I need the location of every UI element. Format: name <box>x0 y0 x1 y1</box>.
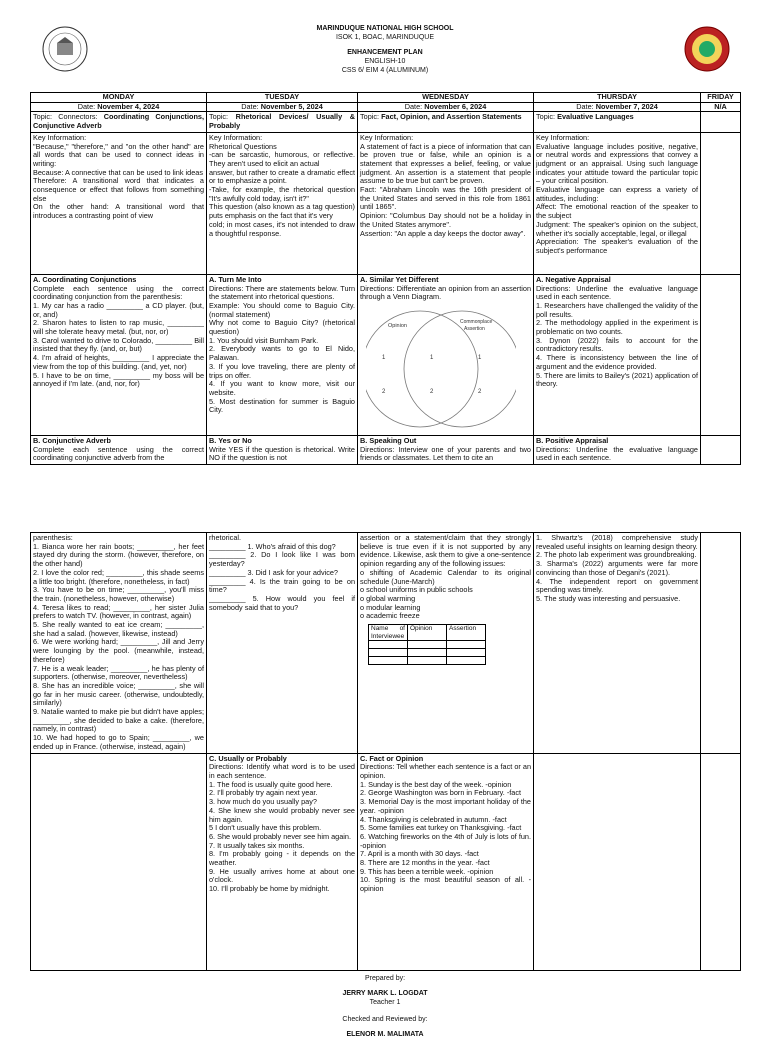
date-prefix: Date: <box>77 102 98 111</box>
interview-header-row <box>369 625 486 641</box>
activity-a-line: 3. Dynon (2022) fails to account for the contradictory results. <box>536 335 698 354</box>
activity-title: B. Conjunctive Adverb <box>33 435 111 445</box>
activity-a-line: 2. Sharon hates to listen to rap music, _________ will she tolerate heavy metal. (but, nor, or) <box>33 318 204 337</box>
date-prefix: Date: <box>404 102 425 111</box>
activity-b-line: Write YES if the question is rhetorical. Write NO if the question is not <box>209 444 355 463</box>
school-address: ISOK 1, BOAC, MARINDUQUE <box>335 34 435 41</box>
key-info-line: Opinion: "Columbus Day should not be a holiday in the United States anymore". <box>360 211 531 229</box>
date-value: November 4, 2024 <box>97 102 160 111</box>
topic-cell <box>358 112 534 132</box>
interview-blank-cell[interactable] <box>408 649 447 657</box>
key-info-label: Key Information: <box>209 132 263 142</box>
continued-line: 10. We had hoped to go to Spain; _________, we ended up in France. (otherwise, instead, again) <box>33 733 204 751</box>
checked-label: Checked and Reviewed by: <box>342 1015 428 1023</box>
activity-a-line: Complete each sentence using the correct coordinating conjunction from the parenthesis: <box>33 283 204 302</box>
key-info-line: -Take, for example, the rhetorical question "It's awfully cold today, isn't it?" <box>209 185 355 203</box>
activity-b-row <box>31 435 741 464</box>
activity-a-lines <box>33 285 204 389</box>
activity-title: C. Usually or Probably <box>209 753 287 763</box>
activity-a-line: 5. There are limits to Bailey's (2021) application of theory. <box>536 370 698 389</box>
interview-header: Opinion <box>408 625 447 641</box>
activity-c-lines <box>209 763 355 894</box>
activity-a-line: 1. My car has a radio _________ a CD player. (but, or, and) <box>33 300 204 319</box>
venn-label-commonplace: Commonplace <box>460 318 493 325</box>
key-info-cell <box>358 132 534 274</box>
activity-c-lines <box>360 763 531 894</box>
empty-cell <box>701 112 741 132</box>
continued-line: _________ 2. Do I look like I was born yesterday? <box>209 550 355 569</box>
key-info-line: Judgment: The speaker's opinion on the subject, whether it's socially acceptable, legal, or illegal <box>536 219 698 238</box>
topic-cell <box>207 112 358 132</box>
activity-b-cell <box>31 435 207 464</box>
venn-left-circle <box>366 311 478 427</box>
date-value: N/A <box>714 102 727 111</box>
key-info-label: Key Information: <box>360 132 414 142</box>
activity-a-line: 1. You should visit Burnham Park. <box>209 335 319 345</box>
interview-blank-row <box>369 657 486 665</box>
continued-line: 1. Shwartz's (2018) comprehensive study revealed useful insights on learning design theory. <box>536 533 698 551</box>
day-header-row <box>31 93 741 103</box>
key-info-line: Assertion: "An apple a day keeps the doctor away". <box>360 228 526 238</box>
activity-c-line: 8. There are 12 months in the year. -fact <box>360 858 490 868</box>
activity-c-cell <box>534 753 701 970</box>
day-header: WEDNESDAY <box>358 93 534 103</box>
venn-number: 1 <box>382 354 386 361</box>
activity-a-line: 4. I'm afraid of heights, _________ I appreciate the view from the top of this building. (and, yet, nor) <box>33 353 204 371</box>
plan-table-continued <box>30 532 741 971</box>
activity-a-line: 2. Everybody wants to go to El Nido, Palawan. <box>209 344 355 363</box>
activity-c-line: 4. She knew she would probably never see him again. <box>209 805 355 824</box>
date-prefix: Date: <box>241 102 261 111</box>
continued-line: 9. Natalie wanted to make pie but didn't have apples; _________, she decided to bake a cake. (therefore, namely, in contrast) <box>33 707 204 734</box>
continued-line: o academic freeze <box>360 611 420 621</box>
date-cell <box>31 102 207 112</box>
date-value: November 5, 2024 <box>260 102 323 111</box>
activity-b-lines <box>360 446 531 463</box>
date-value: November 6, 2024 <box>424 102 487 111</box>
activity-a-row <box>31 274 741 435</box>
continued-row <box>31 533 741 754</box>
interview-blank-row <box>369 641 486 649</box>
continued-line: _________ 5. How would you feel if somebody said that to you? <box>209 593 355 612</box>
activity-b-lines <box>33 446 204 463</box>
activity-b-line: Directions: Interview one of your parents and two friends or classmates. Let them to cite an <box>360 444 531 463</box>
activity-a-line: Directions: Differentiate an opinion from an assertion through a Venn Diagram. <box>360 283 531 302</box>
activity-title: B. Yes or No <box>209 435 252 445</box>
activity-a-lines <box>360 285 531 302</box>
key-info-lines <box>209 143 355 239</box>
activity-title: A. Coordinating Conjunctions <box>33 274 137 284</box>
activity-a-line: Why not come to Baguio City? (rhetorical question) <box>209 318 355 337</box>
topic-title: Coordinating Conjunctions, Conjunctive Adverb <box>33 112 204 131</box>
continued-lines <box>536 534 698 604</box>
activity-title: A. Similar Yet Different <box>360 274 439 284</box>
activity-a-line: 5. Most destination for summer is Baguio City. <box>209 396 355 415</box>
activity-c-line: 6. Watching fireworks on the 4th of July is lots of fun. -opinion <box>360 831 531 850</box>
signature-block <box>30 974 740 1039</box>
continued-cell <box>534 533 701 754</box>
school-name: MARINDUQUE NATIONAL HIGH SCHOOL <box>316 25 454 32</box>
continued-line: 3. You have to be on time; _________, you'll miss the train. (nonetheless, however, otherwise) <box>33 585 204 603</box>
activity-b-cell <box>534 435 701 464</box>
deped-seal-icon <box>42 26 88 72</box>
activity-title: B. Positive Appraisal <box>536 435 609 445</box>
document-header <box>30 24 740 92</box>
activity-a-line: Example: You should come to Baguio City. (normal statement) <box>209 300 355 319</box>
empty-cell <box>701 435 741 464</box>
empty-cell <box>701 132 741 274</box>
continued-cell <box>358 533 534 754</box>
continued-line: o school uniforms in public schools <box>360 585 473 595</box>
key-info-lines <box>536 143 698 256</box>
activity-c-line: 4. Thanksgiving is celebrated in autumn. -fact <box>360 814 507 824</box>
page-1 <box>30 24 740 500</box>
activity-c-row <box>31 753 741 970</box>
activity-title: B. Speaking Out <box>360 435 417 445</box>
date-cell <box>701 102 741 112</box>
activity-c-line: 3. how much do you usually pay? <box>209 797 317 807</box>
activity-a-line: 2. The methodology applied in the experiment is problematic on two counts. <box>536 318 698 337</box>
activity-a-cell <box>207 274 358 435</box>
date-value: November 7, 2024 <box>595 102 658 111</box>
topic-cell <box>31 112 207 132</box>
activity-c-line: 9. He usually arrives home at about one o'clock. <box>209 866 355 885</box>
key-info-line: Evaluative language includes positive, negative, or neutral words and expressions that convey a judgment or an appraisal. Using such language indicates your attitude toward the particular topic – your critical position. <box>536 141 698 186</box>
day-header: THURSDAY <box>534 93 701 103</box>
activity-a-cell <box>31 274 207 435</box>
continued-cell <box>31 533 207 754</box>
activity-b-line: Directions: Underline the evaluative language used in each sentence. <box>536 444 698 463</box>
prepared-label: Prepared by: <box>364 974 406 982</box>
interview-blank-cell[interactable] <box>408 641 447 649</box>
plan-table <box>30 92 741 465</box>
interview-blank-cell[interactable] <box>447 641 486 649</box>
continued-line: 7. He is a weak leader; _________, he has plenty of supporters. (otherwise, moreover, nevertheless) <box>33 663 204 682</box>
key-info-line: -can be sarcastic, humorous, or reflective. They aren't used to elicit an actual <box>209 150 355 168</box>
activity-c-line: 2. George Washington was born in February. -fact <box>360 788 522 798</box>
continued-line: 6. We were working hard; _________, Jill and Jerry were lounging by the pool. (meanwhile, instead, therefore) <box>33 637 204 664</box>
empty-cell <box>701 753 741 970</box>
key-info-cell <box>207 132 358 274</box>
continued-lines <box>209 534 355 612</box>
teacher-name: JERRY MARK L. LOGDAT <box>342 989 428 997</box>
topic-row <box>31 112 741 132</box>
date-cell <box>358 102 534 112</box>
key-info-line: cold; in most cases, it's not intended to draw a thoughtful response. <box>209 219 355 238</box>
key-info-line: Evaluative language can express a variety of attitudes, including: <box>536 185 698 203</box>
date-cell <box>534 102 701 112</box>
reviewer-name: ELENOR M. MALIMATA <box>346 1030 424 1038</box>
activity-title: C. Fact or Opinion <box>360 753 424 763</box>
activity-c-cell <box>207 753 358 970</box>
activity-b-lines <box>209 446 355 463</box>
activity-a-line: Directions: Underline the evaluative language used in each sentence. <box>536 283 698 302</box>
topic-prefix: Topic: <box>360 112 382 122</box>
activity-a-line: 4. There is inconsistency between the line of argument and the evidence provided. <box>536 353 698 371</box>
activity-c-line: 6. She would probably never see him again. <box>209 831 351 841</box>
venn-right-circle <box>404 311 516 427</box>
activity-a-line: Directions: There are statements below. Turn the statement into rhetorical questions. <box>209 283 355 302</box>
activity-c-line: 10. I'll probably be home by midnight. <box>209 884 330 894</box>
key-info-cell <box>31 132 207 274</box>
continued-line: 2. I love the color red; _________, this shade seems a little too bright. (therefore, nonetheless, in fact) <box>33 567 204 586</box>
continued-line: 5. She really wanted to eat ice cream; _________, she had a salad. (however, likewise, instead) <box>33 620 204 638</box>
activity-c-line: 10. Spring is the most beautiful season of all. -opinion <box>360 875 531 894</box>
key-info-line: Therefore: A transitional word that indicates a consequence or effect that follows from something else <box>33 176 204 203</box>
activity-c-line: Directions: Identify what word is to be used in each sentence. <box>209 762 355 780</box>
topic-title: Rhetorical Devices/ Usually & Probably <box>209 112 355 131</box>
activity-c-cell <box>31 753 207 970</box>
activity-c-cell <box>358 753 534 970</box>
interview-blank-cell[interactable] <box>408 657 447 665</box>
continued-cell <box>207 533 358 754</box>
day-header: MONDAY <box>31 93 207 103</box>
key-info-line: This question (also known as a tag question) puts emphasis on the fact that it's very <box>209 202 355 221</box>
key-info-line: "Because," "therefore," and "on the other hand" are all words that can be used to connect ideas in writing: <box>33 141 204 168</box>
key-info-label: Key Information: <box>33 132 87 142</box>
activity-title: A. Negative Appraisal <box>536 274 611 284</box>
key-info-line: On the other hand: A transitional word that introduces a contrasting point of view <box>33 202 204 221</box>
key-info-row <box>31 132 741 274</box>
venn-number: 2 <box>430 388 434 395</box>
interview-blank-cell[interactable] <box>369 657 408 665</box>
interview-header: Assertion <box>447 625 486 641</box>
continued-line: o global warming <box>360 593 416 603</box>
activity-c-line: 1. The food is usually quite good here. <box>209 779 333 789</box>
activity-title: A. Turn Me Into <box>209 274 262 284</box>
topic-title: Fact, Opinion, and Assertion Statements <box>381 112 522 122</box>
continued-line: 2. The photo lab experiment was groundbreaking. <box>536 550 697 560</box>
interview-blank-cell[interactable] <box>369 641 408 649</box>
key-info-lines <box>33 143 204 221</box>
empty-cell <box>701 274 741 435</box>
activity-a-line: 5. I have to be on time, _________ my boss will be annoyed if I'm late. (and, nor, for) <box>33 370 204 389</box>
activity-c-line: Directions: Tell whether each sentence is a fact or an opinion. <box>360 762 531 780</box>
activity-c-line: 2. I'll probably try again next year. <box>209 788 318 798</box>
section: CSS 6/ EIM 4 (ALUMINUM) <box>341 67 429 74</box>
activity-b-cell <box>358 435 534 464</box>
activity-c-line: 9. This has been a terrible week. -opinion <box>360 866 494 876</box>
interview-table <box>368 624 486 665</box>
topic-prefix: Topic: Connectors: <box>33 112 104 122</box>
key-info-line: Fact: "Abraham Lincoln was the 16th president of the United States and served in this role from 1861 until 1865". <box>360 185 531 212</box>
venn-number: 1 <box>430 354 434 361</box>
continued-line: assertion or a statement/claim that they strongly believe is true even if it is not supported by any evidence. Likewise, ask them to give a one-sentence opinion regarding any of the following issues: <box>360 533 531 569</box>
activity-c-line: 7. It usually takes six months. <box>209 840 305 850</box>
continued-line: 4. The independent report on government spending was timely. <box>536 576 698 595</box>
interview-header: Name of Interviewee <box>369 625 408 641</box>
plan-title: ENHANCEMENT PLAN <box>347 49 423 56</box>
activity-a-cell <box>358 274 534 435</box>
activity-a-cell <box>534 274 701 435</box>
activity-b-lines <box>536 446 698 463</box>
activity-a-line: 3. Carol wanted to drive to Colorado, _________ Bill insisted that they fly. (and, or, but) <box>33 335 204 354</box>
activity-a-lines <box>209 285 355 416</box>
activity-b-cell <box>207 435 358 464</box>
topic-cell <box>534 112 701 132</box>
continued-line: 1. Bianca wore her rain boots; _________, her feet stayed dry during the storm. (however, therefore, on the other hand) <box>33 541 204 569</box>
topic-title: Evaluative Languages <box>557 112 634 122</box>
empty-cell <box>701 533 741 754</box>
activity-b-line: Complete each sentence using the correct coordinating conjunctive adverb from the <box>33 444 204 463</box>
key-info-label: Key Information: <box>536 132 590 142</box>
activity-c-line: 3. Memorial Day is the most important holiday of the year. -opinion <box>360 797 531 815</box>
continued-lines <box>33 534 204 752</box>
activity-c-line: 8. I'm probably going - it depends on the weather. <box>209 849 355 868</box>
continued-line: o shifting of Academic Calendar to its original schedule (June-March) <box>360 567 531 586</box>
venn-number: 2 <box>382 388 386 395</box>
continued-line: 5. The study was interesting and persuasive. <box>536 593 681 603</box>
date-prefix: Date: <box>576 102 596 111</box>
teacher-role: Teacher 1 <box>369 998 401 1006</box>
venn-number: 1 <box>478 354 482 361</box>
topic-prefix: Topic: <box>209 112 236 122</box>
continued-line: _________ 3. Did I ask for your advice? <box>209 567 338 577</box>
key-info-line: Because: A connective that can be used to link ideas <box>33 167 203 177</box>
activity-a-line: 1. Researchers have challenged the validity of the poll results. <box>536 300 698 319</box>
key-info-line: Appreciation: The speaker's evaluation of the subject's performance <box>536 237 698 255</box>
venn-label-assertion: Assertion <box>464 325 485 332</box>
continued-line: rhetorical. <box>209 533 242 542</box>
date-cell <box>207 102 358 112</box>
topic-prefix: Topic: <box>536 112 558 122</box>
activity-a-line: 4. If you want to know more, visit our website. <box>209 379 355 397</box>
activity-c-line: 1. Sunday is the best day of the week. -opinion <box>360 779 512 789</box>
key-info-line: answer, but rather to create a dramatic effect or to emphasize a point. <box>209 167 355 186</box>
venn-label-opinion: Opinion <box>388 322 407 329</box>
key-info-line: A statement of fact is a piece of information that can be proven true or false, while an opinion is a statement that expresses a belief, feeling, or value judgment. An assertion is a statement that people assume to be true but can't be proven. <box>360 141 531 186</box>
continued-line: parenthesis: <box>33 533 73 542</box>
page-2 <box>30 532 740 1038</box>
venn-number: 2 <box>478 388 482 395</box>
continued-lines <box>360 534 531 621</box>
continued-line: o modular learning <box>360 602 421 612</box>
interview-blank-cell[interactable] <box>369 649 408 657</box>
activity-a-lines <box>536 285 698 389</box>
activity-c-line: 5 I don't usually have this problem. <box>209 823 322 833</box>
date-row <box>31 102 741 112</box>
activity-c-line: 7. April is a month with 30 days. -fact <box>360 849 479 859</box>
key-info-line: Affect: The emotional reaction of the speaker to the subject <box>536 202 698 221</box>
continued-line: _________ 1. Who's afraid of this dog? <box>209 541 336 551</box>
continued-line: 8. She has an incredible voice; _________, she will go far in her music career. (otherwise, undoubtedly, similarly) <box>33 680 204 708</box>
day-header: TUESDAY <box>207 93 358 103</box>
key-info-lines <box>360 143 531 239</box>
interview-blank-cell[interactable] <box>447 657 486 665</box>
continued-line: 3. Sharma's (2022) arguments were far more convincing than those of Degani's (2021). <box>536 559 698 577</box>
continued-line: _________ 4. Is the train going to be on time? <box>209 576 355 595</box>
continued-line: 4. Teresa likes to read; _________, her sister Julia prefers to watch TV. (however, in contrast, again) <box>33 602 204 621</box>
interview-blank-cell[interactable] <box>447 649 486 657</box>
school-seal-icon <box>684 26 730 72</box>
day-header: FRIDAY <box>701 93 741 103</box>
venn-diagram <box>366 303 516 433</box>
key-info-cell <box>534 132 701 274</box>
interview-blank-row <box>369 649 486 657</box>
key-info-line: Rhetorical Questions <box>209 141 277 151</box>
subject: ENGLISH-10 <box>364 58 406 65</box>
activity-c-line: 5. Some families eat turkey on Thanksgiving. -fact <box>360 823 522 833</box>
activity-a-line: 3. If you love traveling, there are plenty of trips on offer. <box>209 361 355 380</box>
